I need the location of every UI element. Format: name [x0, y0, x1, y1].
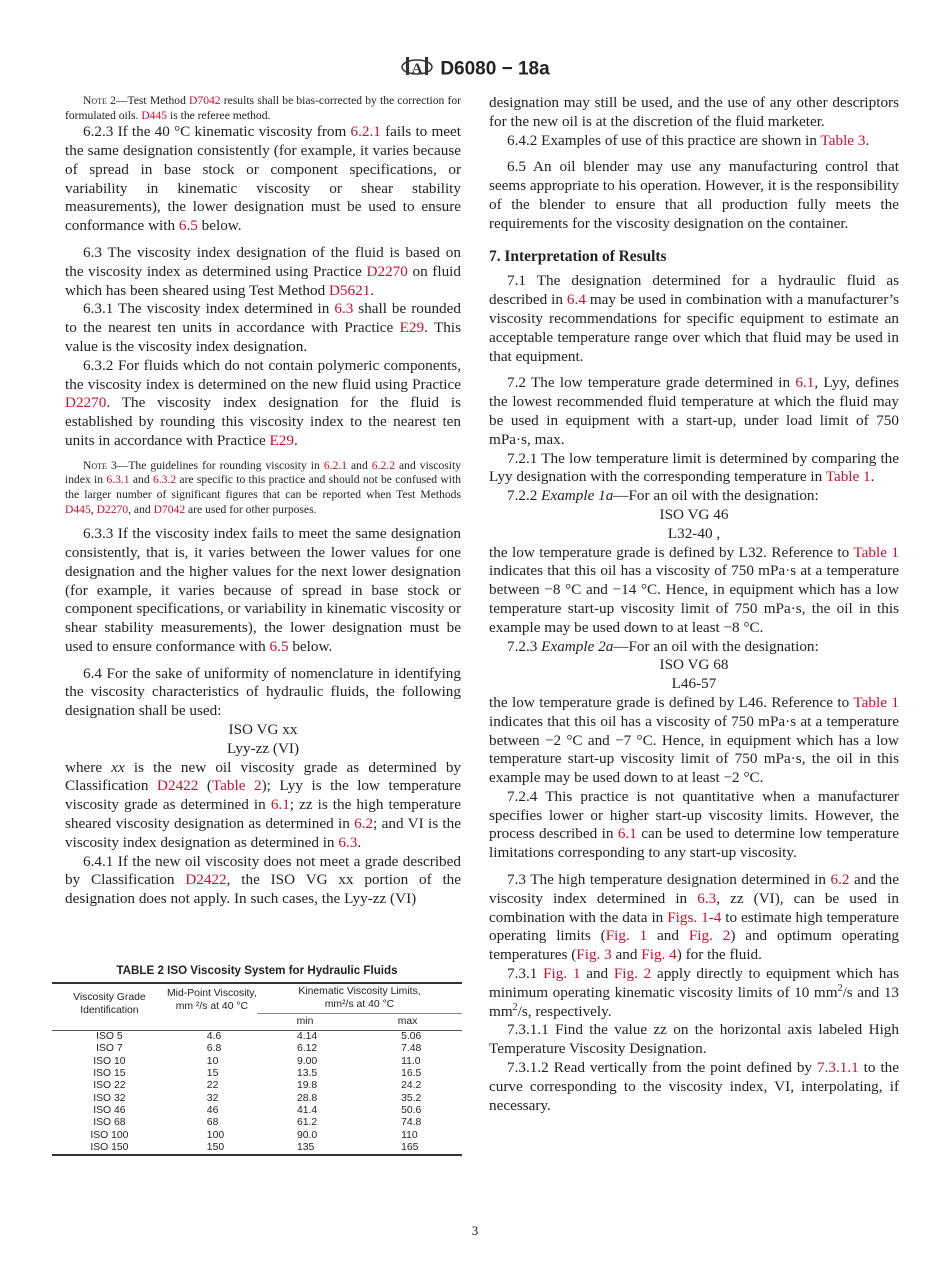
text-run: .	[294, 431, 298, 449]
paragraph	[65, 665, 461, 721]
paragraph	[489, 788, 899, 863]
paragraph	[65, 123, 461, 236]
text-run: are used for other purposes.	[185, 502, 317, 516]
superscript: 2	[837, 982, 843, 994]
paragraph	[489, 694, 899, 788]
max-cell: 16.5	[401, 1068, 422, 1080]
note-paragraph	[65, 94, 461, 123]
cross-reference-link[interactable]: 6.5	[269, 637, 289, 655]
grade-cell: ISO 150	[90, 1141, 129, 1153]
text-run: , and	[128, 502, 154, 516]
text-run: ; zz is the high temperature sheared viscosity designation as determined in	[65, 796, 461, 833]
text-run: 6.3.2 For fluids which do not contain polymeric components, the viscosity index is determined on the new fluid using Practice	[65, 356, 461, 393]
header-midpoint-unit: mm ²/s at 40 °C	[175, 1000, 249, 1012]
cross-reference-link[interactable]: Fig. 3	[576, 946, 612, 964]
cross-reference-link[interactable]: D5621	[328, 281, 371, 299]
min-cell: 13.5	[296, 1068, 318, 1080]
text-run: 7.3 The high temperature designation determined in	[507, 871, 831, 889]
iso-viscosity-table	[52, 982, 462, 1156]
text-run: 7.3.1.2 Read vertically from the point defined by	[507, 1059, 817, 1077]
header-midpoint	[167, 983, 257, 1030]
text-run: 6.4 For the sake of uniformity of nomenclature in identifying the viscosity characteristics of hydraulic fluids, the following designation shall be used:	[65, 664, 461, 720]
paragraph	[65, 853, 461, 909]
cross-reference-link[interactable]: 6.2.1	[323, 458, 347, 472]
grade-cell: ISO 32	[93, 1092, 126, 1104]
text-run: and	[129, 473, 153, 487]
italic-text: xx	[111, 758, 125, 776]
text-run: below.	[288, 637, 333, 655]
midpoint-cell: 15	[206, 1068, 219, 1080]
cross-reference-link[interactable]: D445	[141, 108, 168, 122]
text-run: —For an oil with the designation:	[613, 487, 819, 505]
table-title: TABLE 2 ISO Viscosity System for Hydraulic Fluids	[116, 964, 398, 977]
text-run: and	[347, 458, 372, 472]
paragraph	[489, 1059, 899, 1115]
grade-cell: ISO 10	[93, 1055, 126, 1067]
table-row	[52, 1117, 462, 1129]
paragraph	[489, 525, 899, 544]
paragraph	[489, 487, 899, 506]
cross-reference-link[interactable]: D2422	[185, 871, 227, 889]
text-run: 2—Test Method	[106, 94, 190, 107]
cross-reference-link[interactable]: 6.3	[697, 889, 717, 907]
text-run: 3—The guidelines for rounding viscosity in	[106, 458, 324, 472]
cross-reference-link[interactable]: 6.2.2	[371, 458, 395, 472]
text-run: ) for the fluid.	[676, 946, 762, 964]
grade-cell: ISO 15	[93, 1068, 126, 1080]
cross-reference-link[interactable]: Fig. 1	[543, 965, 581, 983]
cross-reference-link[interactable]: E29	[269, 431, 294, 449]
table-row	[52, 1093, 462, 1105]
text-run: is the new oil viscosity grade as determined by Classification	[65, 758, 462, 795]
text-run: —For an oil with the designation:	[613, 637, 819, 655]
text-run: 7.2.4 This practice is not quantitative when a manufacturer specifies lower or higher start-up viscosity limits. However, the process described in	[489, 787, 899, 843]
cross-reference-link[interactable]: Table 1	[853, 543, 899, 561]
text-run: (	[198, 777, 212, 795]
cross-reference-link[interactable]: Table 1	[825, 468, 871, 486]
max-cell: 7.48	[401, 1043, 422, 1055]
text-run: fails to meet the same designation consistently (for example, it varies because of spread in base stock or component specifications, or variability in kinematic viscosity or shear stability measurements), the lower designation must be used to ensure conformance with	[65, 123, 461, 235]
cross-reference-link[interactable]: 6.2	[354, 815, 374, 833]
text-run: 6.5 An oil blender may use any manufacturing control that seems appropriate to his operation. However, it is the responsibility of the blender to ensure that all production fully meets the requirements for the viscosity designation on the container.	[489, 158, 899, 232]
table-row	[52, 1142, 462, 1155]
midpoint-cell: 10	[206, 1055, 219, 1067]
text-run: ); Lyy is the low temperature viscosity grade as determined in	[65, 777, 462, 814]
grade-cell: ISO 22	[93, 1080, 126, 1092]
paragraph	[65, 357, 461, 451]
paragraph	[65, 244, 461, 300]
text-run: 7.3.1	[507, 965, 544, 983]
text-run: , zz (VI), can be used in combination with the data in	[489, 889, 899, 926]
header-max: max	[353, 1013, 462, 1030]
paragraph	[489, 272, 899, 366]
header-min: min	[257, 1013, 353, 1030]
section-heading: 7. Interpretation of Results	[489, 247, 667, 265]
text-run: . This value is the viscosity index designation.	[65, 319, 462, 355]
cross-reference-link[interactable]: 6.3.1	[106, 473, 130, 487]
text-run: may be used in combination with a manufacturer’s viscosity recommendations for specific equipment to estimate an acceptable temperature range over which that fluid may be used in that equipment.	[489, 291, 899, 365]
note-label: Note	[83, 94, 107, 107]
text-run: 7.2.1 The low temperature limit is determined by comparing the Lyy designation with the corresponding temperature in	[489, 449, 899, 486]
cross-reference-link[interactable]: 6.2	[830, 871, 850, 889]
page-number: 3	[471, 1223, 479, 1238]
header-midpoint-label: Mid-Point Viscosity,	[167, 988, 257, 1000]
paragraph	[489, 638, 899, 657]
grade-cell: ISO 100	[90, 1129, 129, 1141]
text-run: and viscosity index in	[65, 458, 461, 487]
note-label: Note	[83, 458, 107, 472]
text-run: are specific to this practice and should not be confused with the larger number of significant figures that can be reported when Test Methods	[65, 473, 462, 501]
text-run: on fluid which has been sheared using Test Method	[65, 262, 461, 299]
paragraph	[489, 871, 899, 965]
text-run: .	[357, 833, 362, 851]
table-row	[52, 1043, 462, 1055]
header-limits	[257, 983, 462, 1013]
grade-cell: ISO 68	[93, 1117, 126, 1129]
cross-reference-link[interactable]: Table 3	[820, 131, 866, 149]
text-run: indicates that this oil has a viscosity of 750 mPa·s at a temperature between −2 °C and −7 °C. Hence, in equipment which has a low temperature start-up viscosity limit of 750 mPa·s, the oil in this example may be used down to at least −2 °C.	[489, 712, 899, 787]
text-run: .	[870, 468, 875, 486]
text-run: the low temperature grade is defined by L46. Reference to	[489, 693, 854, 711]
midpoint-cell: 6.8	[206, 1043, 222, 1055]
cross-reference-link[interactable]: Fig. 2	[613, 965, 652, 983]
text-run: designation may still be used, and the use of any other descriptors for the new oil is at the discretion of the fluid marketer.	[489, 94, 899, 130]
text-run: L32-40 ,	[667, 524, 721, 542]
text-run: and	[580, 965, 614, 983]
text-run: . The viscosity index designation for the fluid is established by rounding this viscosity index to the nearest ten units in accordance with Practice	[65, 394, 461, 449]
cross-reference-link[interactable]: Fig. 2	[688, 927, 731, 945]
midpoint-cell: 46	[206, 1104, 219, 1116]
cross-reference-link[interactable]: 6.1	[795, 374, 815, 392]
max-cell: 110	[401, 1129, 418, 1141]
max-cell: 11.0	[401, 1055, 421, 1067]
left-column	[65, 94, 461, 909]
min-cell: 28.8	[296, 1092, 318, 1104]
text-run: L46-57	[671, 675, 717, 693]
text-run: and the viscosity index determined in	[489, 871, 899, 907]
midpoint-cell: 68	[206, 1117, 219, 1129]
cross-reference-link[interactable]: D2270	[65, 394, 107, 412]
astm-logo-icon	[400, 52, 434, 87]
cross-reference-link[interactable]: E29	[399, 319, 425, 337]
cross-reference-link[interactable]: 6.3	[334, 300, 354, 318]
midpoint-cell: 22	[206, 1080, 219, 1092]
paragraph	[489, 94, 899, 132]
cross-reference-link[interactable]: 6.2.1	[350, 123, 381, 141]
text-run: indicates that this oil has a viscosity of 750 mPa·s at a temperature between −8 °C and −14 °C. Hence, in equipment which has a low temperature start-up viscosity limit of 750 mPa·s, the oil in this example may be used down to at least −8 °C.	[489, 562, 899, 636]
text-run: ; and VI is the viscosity index designation as determined in	[65, 815, 461, 851]
paragraph	[65, 721, 461, 740]
paragraph	[489, 450, 899, 488]
header-grade: Viscosity Grade Identification	[73, 992, 146, 1016]
text-run: , Lyy, defines the lowest recommended fluid temperature at which the fluid may be used in equipment with a start-up, under load limit of 750 mPa·s, max.	[489, 374, 899, 448]
grade-cell: ISO 5	[96, 1031, 123, 1043]
cross-reference-link[interactable]: 7.3.1.1	[816, 1059, 859, 1077]
text-run: 7.2 The low temperature grade determined in	[507, 374, 796, 392]
header-limits-unit: mm²/s at 40 °C	[324, 998, 395, 1010]
note-paragraph	[65, 459, 461, 517]
text-run: .	[370, 281, 375, 299]
grade-cell: ISO 46	[93, 1104, 126, 1116]
text-run: where	[65, 758, 112, 776]
min-cell: 90.0	[296, 1129, 318, 1141]
document-header	[0, 52, 950, 87]
text-run: /s and 13 mm	[489, 983, 900, 1020]
text-run: Lyy-zz (VI)	[226, 739, 300, 757]
min-cell: 41.4	[296, 1104, 318, 1116]
paragraph	[65, 740, 461, 759]
text-run: below.	[197, 217, 242, 235]
paragraph	[489, 675, 899, 694]
cross-reference-link[interactable]: 6.1	[617, 825, 637, 843]
cross-reference-link[interactable]: 6.3.2	[152, 473, 177, 487]
min-cell: 61.2	[296, 1117, 318, 1129]
text-run: and	[647, 927, 689, 945]
min-cell: 9.00	[296, 1055, 318, 1067]
cross-reference-link[interactable]: Fig. 4	[641, 946, 677, 964]
text-run: can be used to determine low temperature limitations corresponding to any start-up viscosity.	[489, 825, 899, 862]
table-row	[52, 1080, 462, 1092]
text-run: , the ISO VG xx portion of the designation does not apply. In such cases, the Lyy-zz (VI)	[65, 871, 461, 908]
grade-cell: ISO 7	[96, 1043, 123, 1055]
min-cell: 6.12	[296, 1043, 318, 1055]
cross-reference-link[interactable]: 6.3	[338, 833, 358, 851]
cross-reference-link[interactable]: 6.1	[270, 796, 290, 814]
text-run: the low temperature grade is defined by L32. Reference to	[489, 543, 854, 561]
cross-reference-link[interactable]: 6.5	[178, 217, 198, 235]
min-cell: 135	[296, 1141, 315, 1153]
max-cell: 35.2	[401, 1092, 422, 1104]
midpoint-cell: 32	[206, 1092, 219, 1104]
text-run: and	[611, 946, 642, 964]
paragraph	[65, 525, 461, 657]
text-run: ISO VG xx	[228, 721, 298, 739]
max-cell: 5.06	[401, 1031, 422, 1043]
max-cell: 165	[401, 1141, 419, 1153]
italic-text: Example 1a	[541, 487, 614, 505]
midpoint-cell: 4.6	[206, 1031, 222, 1043]
right-column	[489, 94, 899, 1115]
cross-reference-link[interactable]: Fig. 1	[605, 927, 648, 945]
text-run: 6.3.1 The viscosity index determined in	[83, 300, 335, 318]
text-run: 7.2.3	[507, 637, 542, 655]
table-row	[52, 1105, 462, 1117]
cross-reference-link[interactable]: D2270	[96, 502, 129, 516]
text-run: 6.4.2 Examples of use of this practice are shown in	[507, 131, 821, 149]
text-run: apply directly to equipment which has minimum operating kinematic viscosity limits of 10 mm	[489, 965, 899, 1001]
text-run: is the referee method.	[167, 108, 271, 122]
min-cell: 19.8	[296, 1080, 318, 1092]
cross-reference-link[interactable]: D445	[65, 502, 91, 516]
paragraph	[65, 300, 461, 356]
table-2	[52, 965, 462, 1156]
cross-reference-link[interactable]: D7042	[153, 502, 186, 516]
cross-reference-link[interactable]: D2422	[157, 777, 199, 795]
text-run: shall be rounded to the nearest ten units in accordance with Practice	[65, 300, 461, 337]
svg-text:A: A	[411, 61, 423, 77]
text-run: /s, respectively.	[517, 1002, 612, 1020]
max-cell: 50.6	[401, 1104, 422, 1116]
midpoint-cell: 150	[206, 1141, 225, 1153]
max-cell: 74.8	[401, 1117, 422, 1129]
text-run: 6.3.3 If the viscosity index fails to meet the same designation consistently, that is, it varies between the lower values for one designation and the higher values for the next lower designation (for example, it varies because of spread in base stock or component specifications, or variability in kinematic viscosity or shear stability measurements), the lower designation must be used to ensure conformance with	[65, 525, 461, 655]
text-run: 6.3 The viscosity index designation of the fluid is based on the viscosity index as determined using Practice	[65, 243, 461, 280]
paragraph	[489, 965, 899, 1021]
text-run: ,	[90, 502, 97, 516]
text-run: .	[865, 131, 870, 149]
standard-designation: D6080 − 18a	[440, 58, 550, 80]
midpoint-cell: 100	[206, 1129, 225, 1141]
text-run: 6.4.1 If the new oil viscosity does not meet a grade described by Classification	[65, 852, 461, 889]
cross-reference-link[interactable]: Figs. 1-4	[667, 908, 722, 926]
text-run: results shall be bias-corrected by the correction for formulated oils.	[65, 94, 461, 122]
text-run: 7.2.2	[507, 487, 542, 505]
italic-text: Example 2a	[541, 637, 614, 655]
cross-reference-link[interactable]: Table 2	[211, 777, 262, 795]
text-run: ISO VG 46	[659, 505, 729, 523]
text-run: to the curve corresponding to the viscosity index, VI, interpolating, if necessary.	[489, 1059, 900, 1114]
paragraph	[489, 132, 899, 151]
table-row	[52, 1031, 462, 1044]
paragraph	[489, 544, 899, 638]
header-limits-label: Kinematic Viscosity Limits,	[298, 986, 421, 998]
paragraph	[489, 506, 899, 525]
superscript: 2	[512, 1001, 518, 1013]
table-row	[52, 1130, 462, 1142]
text-run: 7.3.1.1 Find the value zz on the horizontal axis labeled High Temperature Viscosity Designation.	[489, 1021, 899, 1058]
max-cell: 24.2	[401, 1080, 422, 1092]
table-row	[52, 1056, 462, 1068]
text-run: 7.1 The designation determined for a hydraulic fluid as described in	[489, 272, 899, 309]
paragraph	[489, 1021, 899, 1059]
text-run: 6.2.3 If the 40 °C kinematic viscosity from	[83, 123, 351, 141]
paragraph	[489, 158, 899, 233]
cross-reference-link[interactable]: 6.4	[566, 291, 586, 309]
text-run: ) and optimum operating temperatures (	[489, 927, 900, 964]
table-row	[52, 1068, 462, 1080]
paragraph	[65, 759, 461, 853]
cross-reference-link[interactable]: Table 1	[853, 693, 899, 711]
cross-reference-link[interactable]: D7042	[189, 94, 221, 107]
text-run: ISO VG 68	[659, 656, 729, 674]
text-run: to estimate high temperature operating limits (	[489, 908, 899, 945]
cross-reference-link[interactable]: D2270	[366, 262, 408, 280]
paragraph	[489, 374, 899, 449]
paragraph	[489, 656, 899, 675]
min-cell: 4.14	[296, 1031, 318, 1043]
